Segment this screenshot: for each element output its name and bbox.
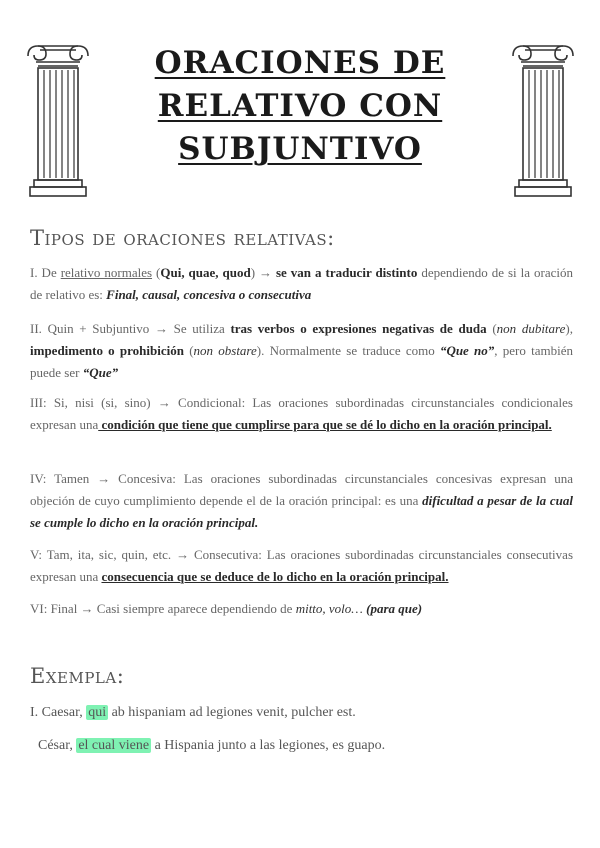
title-line-2: RELATIVO CON xyxy=(157,88,443,124)
section-heading-tipos: Tipos de oraciones relativas: xyxy=(30,226,335,250)
paragraph-tipo-2: II. Quin + Subjuntivo → Se utiliza tras verbos o expresiones negativas de duda (non dubitare), impedimento o prohibición (non obstare). Normalmente se traduce como “Que no”, pero también puede ser “Que” xyxy=(30,321,573,380)
section-heading-exempla: Exempla: xyxy=(30,664,125,688)
paragraph-tipo-6: VI: Final → Casi siempre aparece dependiendo de mitto, volo… (para que) xyxy=(30,601,423,616)
paragraph-tipo-3: III: Si, nisi (si, sino) → Condicional: Las oraciones subordinadas circunstanciales condicionales expresan una condición que tiene que cumplirse para que se dé lo dicho en la oración principal. xyxy=(30,395,573,432)
paragraph-tipo-5: V: Tam, ita, sic, quin, etc. → Consecutiva: Las oraciones subordinadas circunstanciales consecutivas expresan una consecuencia que se deduce de lo dicho en la oración principal. xyxy=(30,547,573,584)
page-title xyxy=(120,42,480,171)
greek-column-icon xyxy=(511,42,575,200)
paragraph-tipo-1: I. De relativo normales (Qui, quae, quod) → se van a traducir distinto dependiendo de si la oración de relativo es: Final, causal, concesiva o consecutiva xyxy=(30,265,573,302)
title-line-1: ORACIONES DE xyxy=(154,45,446,81)
example-spanish: César, el cual viene a Hispania junto a las legiones, es guapo. xyxy=(38,738,386,753)
greek-column-icon xyxy=(26,42,90,200)
highlight-relative-translation: el cual viene xyxy=(78,738,150,753)
highlight-relative-pronoun: qui xyxy=(88,705,107,720)
title-line-3: SUBJUNTIVO xyxy=(178,131,422,167)
paragraph-tipo-4: IV: Tamen → Concesiva: Las oraciones subordinadas circunstanciales concesivas expresan una objeción de cuyo cumplimiento depende el de la oración principal: es una dificultad a pesar de la cual se cumple lo dicho en la oración principal. xyxy=(30,471,573,530)
example-latin: I. Caesar, qui ab hispaniam ad legiones venit, pulcher est. xyxy=(30,705,356,720)
